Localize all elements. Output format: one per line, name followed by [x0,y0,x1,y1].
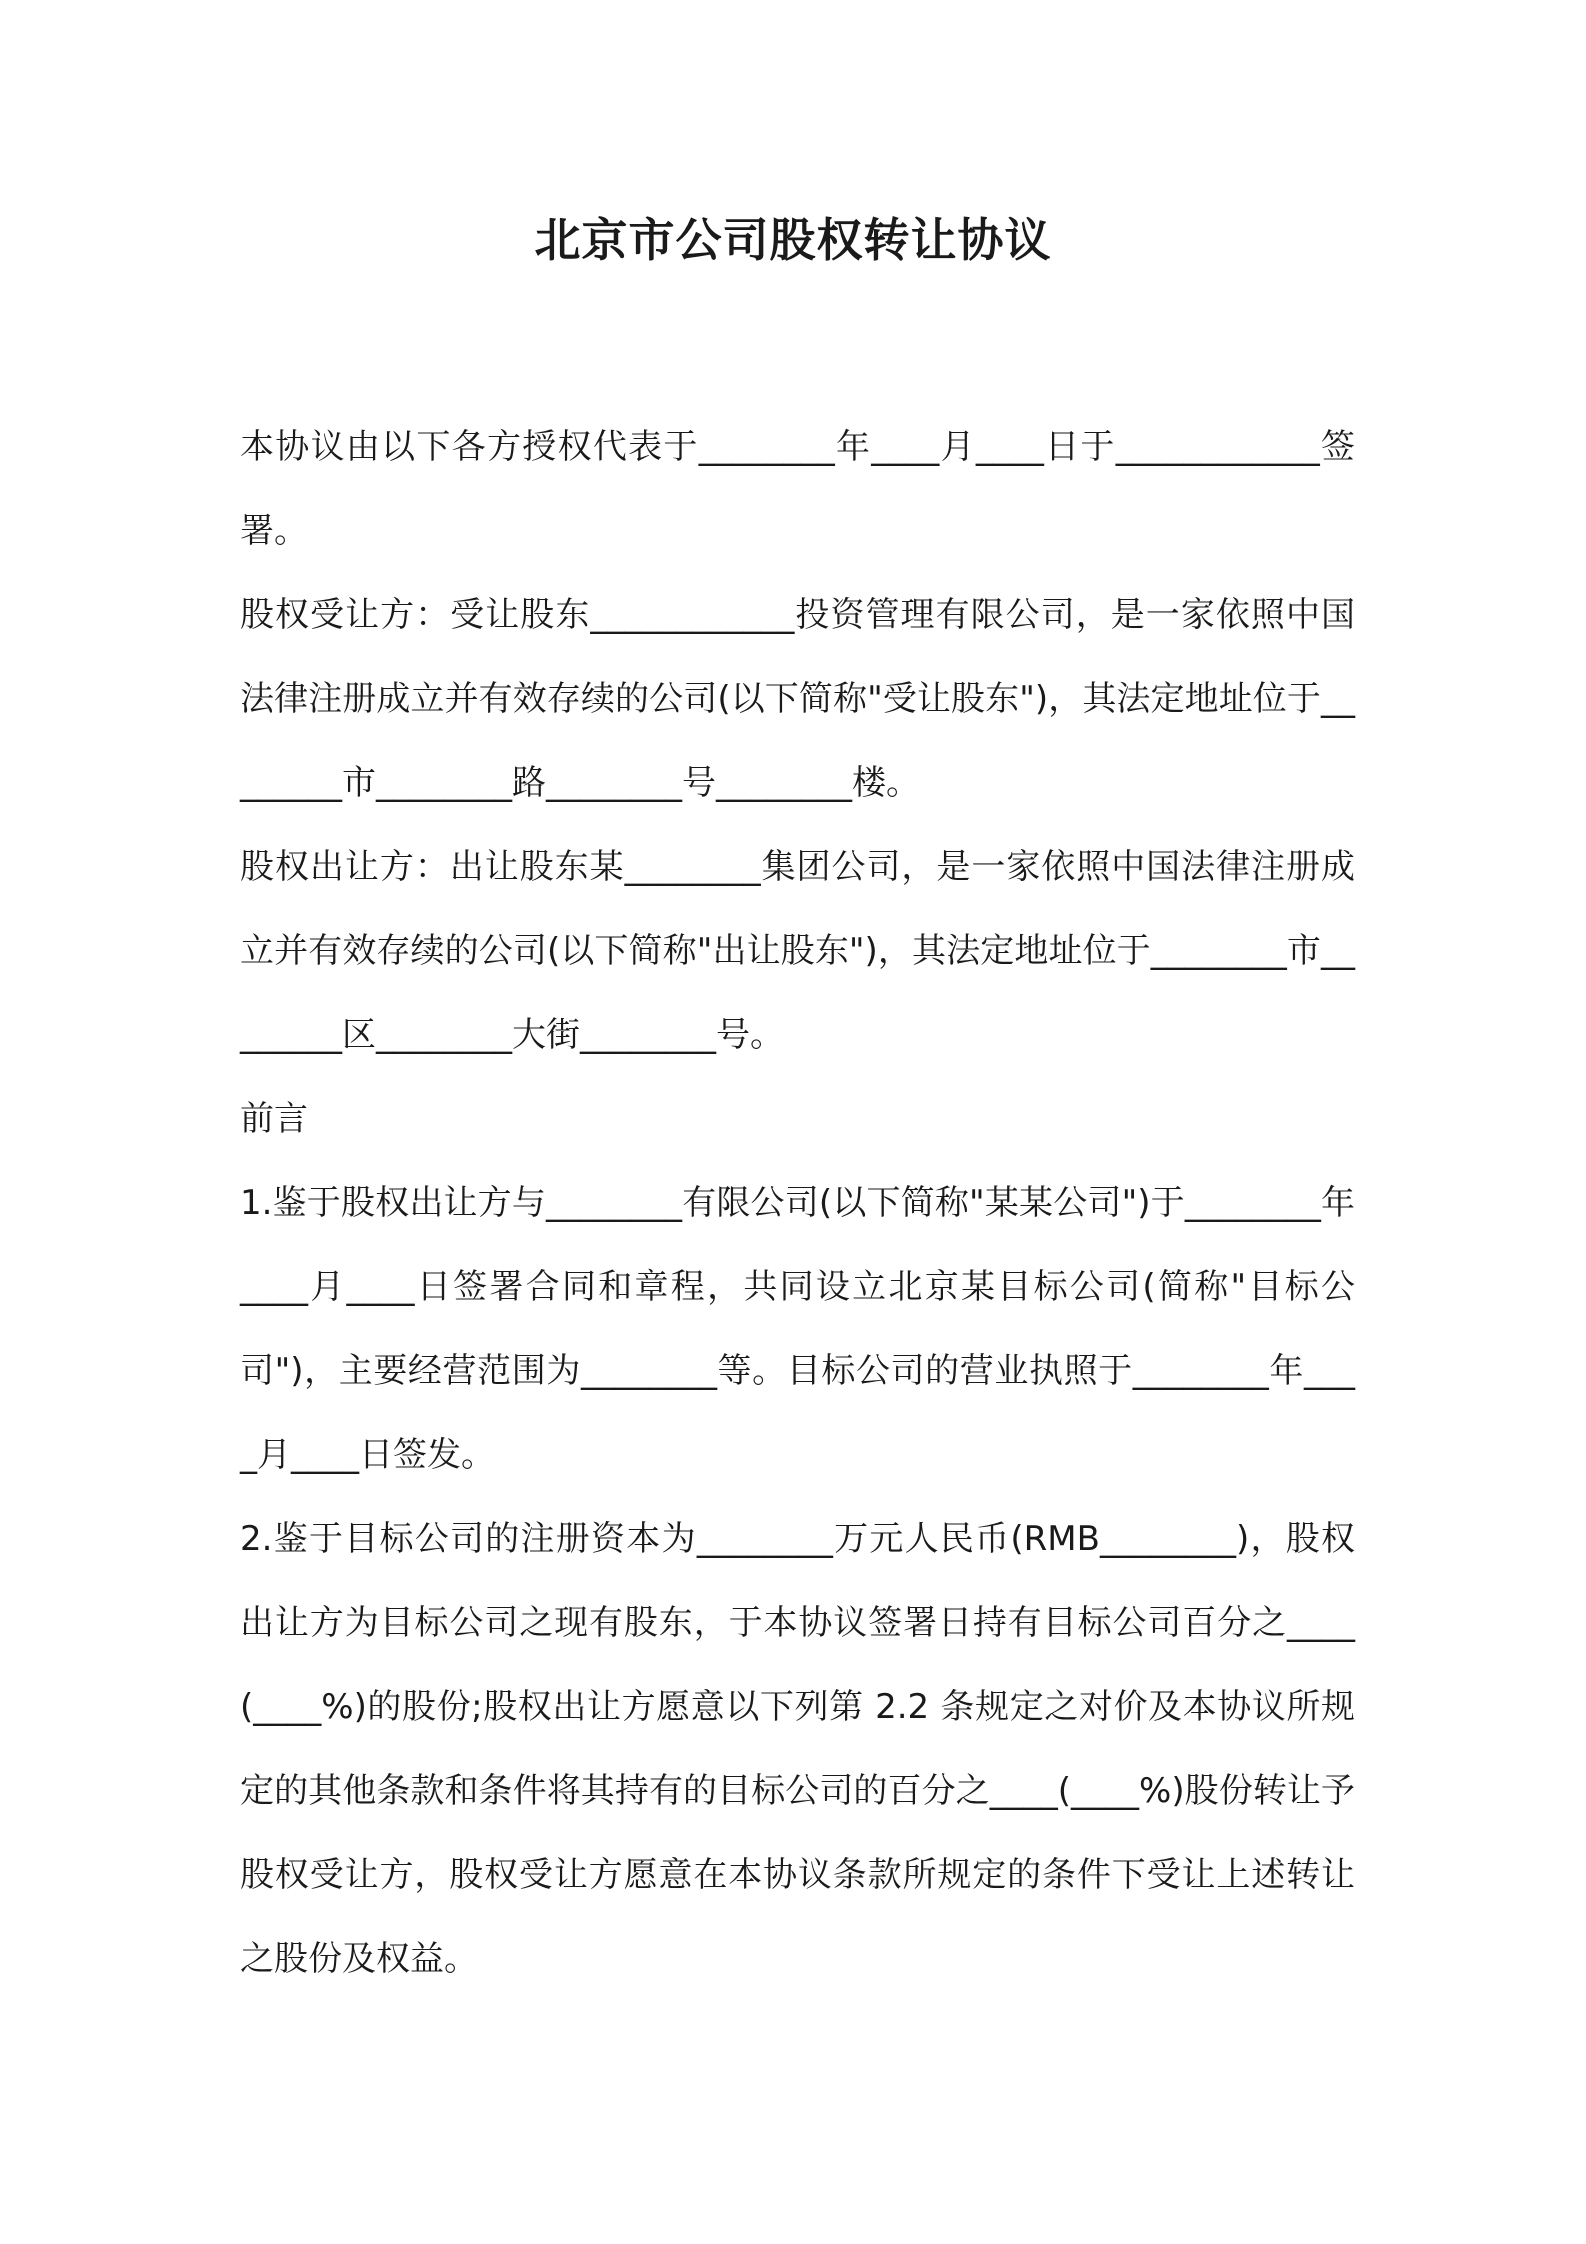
transferee-paragraph: 股权受让方：受让股东____________投资管理有限公司，是一家依照中国法律注册成立并有效存续的公司(以下简称"受让股东")，其法定地址位于________市________路________号________楼。 [240,595,1355,803]
document-title: 北京市公司股权转让协议 [534,213,1052,267]
document-body [240,405,1355,2001]
transferor-paragraph: 股权出让方：出让股东某________集团公司，是一家依照中国法律注册成立并有效存续的公司(以下简称"出让股东")，其法定地址位于________市________区________大街________号。 [240,847,1355,1055]
signing-paragraph: 本协议由以下各方授权代表于________年____月____日于____________签署。 [240,427,1355,551]
clause-2: 2.鉴于目标公司的注册资本为________万元人民币(RMB________)，股权出让方为目标公司之现有股东，于本协议签署日持有目标公司百分之____(____%)的股份;股权出让方愿意以下列第 2.2 条规定之对价及本协议所规定的其他条款和条件将其持有的目标公司的百分之____(____%)股份转让予股权受让方，股权受让方愿意在本协议条款所规定的条件下受让上述转让之股份及权益。 [240,1519,1355,1979]
preface-heading: 前言 [240,1099,308,1139]
clause-1: 1.鉴于股权出让方与________有限公司(以下简称"某某公司")于________年____月____日签署合同和章程，共同设立北京某目标公司(简称"目标公司")，主要经营范围为________等。目标公司的营业执照于________年____月____日签发。 [240,1183,1355,1475]
